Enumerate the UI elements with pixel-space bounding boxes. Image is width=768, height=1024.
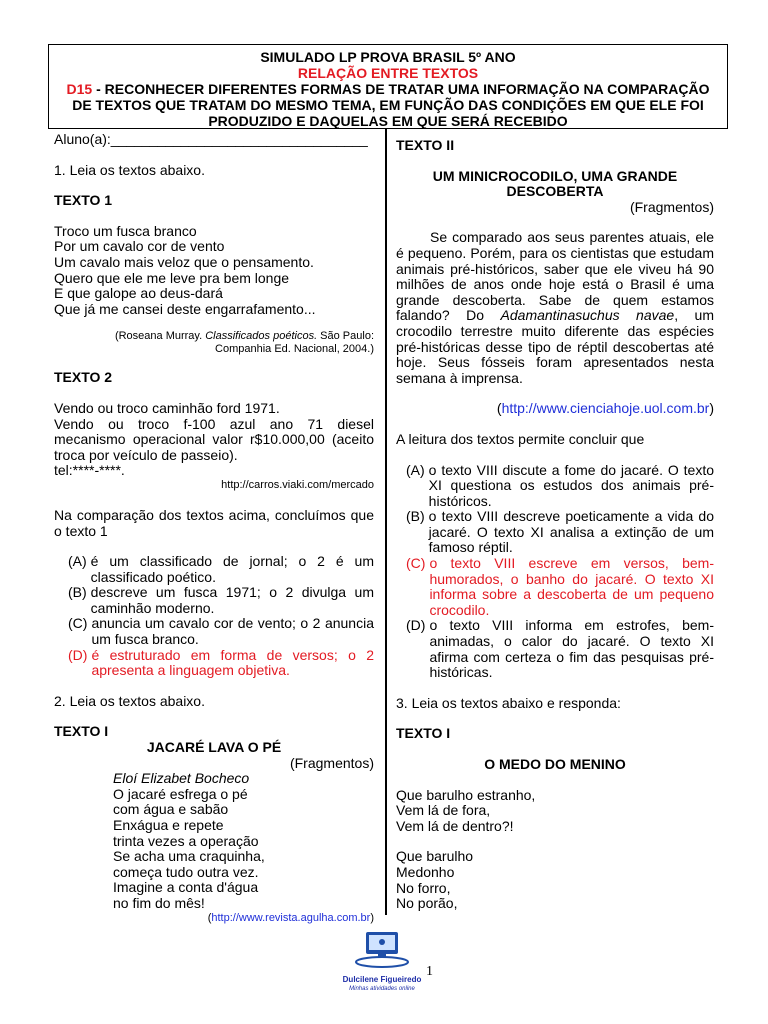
text-2-line-1: Vendo ou troco caminhão ford 1971. [54, 399, 280, 416]
option-label: (D) [68, 646, 88, 663]
text-i-source [54, 912, 374, 925]
option-a[interactable] [68, 554, 374, 585]
text-i-heading: JACARÉ LAVA O PÉ [146, 739, 282, 756]
text-1-title: TEXTO 1 [54, 192, 113, 209]
option-label: (B) [406, 508, 425, 525]
descriptor-text-1: - RECONHECER DIFERENTES FORMAS DE TRATAR UMA INFORMAÇÃO NA COMPARAÇÃO [92, 81, 710, 97]
option-text: o texto VIII escreve em versos, bem-humorados, o banho do jacaré. O texto XI informa sobre a descoberta de um pequeno crocodilo. [429, 555, 714, 618]
poem-line: Imagine a conta d'água [113, 879, 259, 896]
poem-line: começa tudo outra vez. [113, 863, 259, 880]
option-label: (C) [406, 555, 426, 572]
paren-open: ( [496, 400, 502, 417]
option-c[interactable] [68, 616, 374, 647]
option-text: anuncia um cavalo cor de vento; o 2 anuncia um fusca branco. [91, 615, 374, 648]
text-2-body: Vendo ou troco f-100 azul ano 71 diesel mecanismo operacional valor r$10.000,00 (aceito troca por veículo de passeio). [54, 415, 374, 463]
option-d[interactable] [406, 618, 714, 680]
option-d-correct[interactable] [68, 648, 374, 679]
right-column [396, 132, 714, 912]
text-iii-title: TEXTO I [396, 725, 451, 742]
poem-line: Um cavalo mais veloz que o pensamento. [54, 253, 314, 270]
header-descriptor-line-1 [49, 81, 727, 97]
question-2-options [396, 463, 714, 681]
header-descriptor-line-3: PRODUZIDO E DAQUELAS EM QUE SERÁ RECEBIDO [208, 113, 568, 129]
source-city: São Paulo: [317, 330, 374, 343]
question-2-intro: 2. Leia os textos abaixo. [54, 692, 205, 709]
text-iii-heading: O MEDO DO MENINO [484, 756, 626, 772]
logo-name: Dulcilene Figueiredo [342, 975, 422, 984]
poem-line: Por um cavalo cor de vento [54, 238, 225, 255]
text-ii-source-link[interactable]: http://www.cienciahoje.uol.com.br [501, 400, 710, 417]
poem-author: Eloí Elizabet Bocheco [113, 770, 250, 787]
source-book-title: Classificados poéticos. [205, 330, 318, 343]
header-subtitle: RELAÇÃO ENTRE TEXTOS [297, 65, 479, 81]
page-number: 1 [426, 964, 433, 979]
poem-line: Que já me cansei deste engarrafamento... [54, 300, 316, 317]
paragraph-part-1: Se comparado aos seus parentes atuais, ele é pequeno. Porém, para os cientistas que estudam animais pré-históricos, saber que ele viveu há 90 milhões de anos onde hoje está o Brasil é uma grande descoberta. Sabe de quem estamos falando? Do [396, 229, 714, 324]
option-label: (B) [68, 584, 87, 601]
poem-line: no fim do mês! [113, 894, 205, 911]
poem-line: E que galope ao deus-dará [54, 285, 223, 302]
poem-line: Se acha uma craquinha, [113, 848, 265, 865]
question-1-options [54, 554, 374, 679]
option-text: é um classificado de jornal; o 2 é um classificado poético. [90, 553, 374, 585]
text-ii-paragraph [396, 230, 714, 386]
question-1-intro: 1. Leia os textos abaixo. [54, 161, 205, 178]
option-text: o texto VIII informa em estrofes, bem-animadas, o calor do jacaré. O texto XI afirma com certeza o fim das pesquisas pré-históricas. [429, 617, 714, 681]
option-label: (C) [68, 615, 88, 632]
text-ii-heading-1: UM MINICROCODILO, UMA GRANDE [432, 167, 678, 184]
poem-line: Enxágua e repete [113, 817, 224, 833]
option-b[interactable] [406, 509, 714, 556]
paragraph-part-2: , um crocodilo terrestre muito diferente das espécies pré-históricas desse tipo de réptil descobertas até hoje. Seus fósseis foram apresentados nesta semana à imprensa. [396, 307, 714, 386]
poem-line: Que barulho [396, 848, 474, 865]
source-publisher: Companhia Ed. Nacional, 2004.) [215, 343, 374, 356]
text-ii-title: TEXTO II [396, 137, 455, 153]
text-i-fragments: (Fragmentos) [289, 754, 374, 771]
option-text: o texto VIII descreve poeticamente a vida do jacaré. O texto XI analisa a extinção de um famoso réptil. [428, 508, 714, 556]
option-a[interactable] [406, 463, 714, 510]
logo-tagline: Minhas atividades online [349, 986, 415, 992]
poem-line: Que barulho estranho, [396, 786, 536, 803]
text-1-poem [54, 224, 374, 318]
text-iii-poem-stanza-2 [396, 849, 714, 911]
option-label: (A) [68, 553, 87, 570]
text-2-phone: tel:****-****. [54, 462, 125, 479]
column-divider [385, 129, 387, 915]
text-i-title: TEXTO I [54, 723, 109, 740]
option-label: (D) [406, 617, 426, 634]
poem-line: Medonho [396, 863, 455, 880]
poem-line: O jacaré esfrega o pé [113, 785, 248, 802]
author-logo [340, 930, 424, 1000]
question-2-stem: A leitura dos textos permite concluir que [396, 430, 645, 447]
option-text: é estruturado em forma de versos; o 2 apresenta a linguagem objetiva. [91, 646, 374, 679]
header-title: SIMULADO LP PROVA BRASIL 5º ANO [260, 49, 516, 65]
poem-line: Vem lá de fora, [396, 802, 491, 819]
text-1-source [54, 330, 374, 356]
text-ii-source [396, 401, 714, 417]
question-1-stem: Na comparação dos textos acima, concluímos que o texto 1 [54, 506, 374, 539]
header-descriptor-line-2: DE TEXTOS QUE TRATAM DO MESMO TEMA, EM FUNÇÃO DAS CONDIÇÕES EM QUE ELE FOI [72, 97, 704, 113]
left-column [54, 132, 374, 925]
source-author: (Roseana Murray. [114, 330, 206, 343]
text-2-title: TEXTO 2 [54, 369, 113, 386]
text-ii-fragments: (Fragmentos) [629, 198, 714, 215]
text-i-source-link[interactable]: http://www.revista.agulha.com.br [211, 911, 371, 924]
option-c-correct[interactable] [406, 556, 714, 618]
poem-line: Quero que ele me leve pra bem longe [54, 269, 290, 286]
paren-close: ) [370, 911, 374, 924]
text-i-poem [54, 771, 374, 911]
paren-close: ) [709, 400, 714, 417]
paren-open: ( [207, 911, 212, 924]
poem-line: No forro, [396, 879, 451, 896]
student-name-line: Aluno(a):_________________________________ [54, 131, 368, 147]
option-label: (A) [406, 461, 425, 478]
poem-line: No porão, [396, 895, 458, 912]
option-text: descreve um fusca 1971; o 2 divulga um caminhão moderno. [90, 584, 374, 616]
text-ii-heading-2: DESCOBERTA [506, 183, 604, 200]
monitor-icon [340, 930, 424, 972]
question-3-intro: 3. Leia os textos abaixo e responda: [396, 694, 621, 711]
descriptor-code: D15 [66, 81, 93, 97]
poem-line: trinta vezes a operação [113, 832, 259, 849]
option-text: o texto VIII discute a fome do jacaré. O texto XI questiona os estudos dos animais pré-históricos. [428, 461, 714, 509]
poem-line: Troco um fusca branco [54, 222, 197, 239]
poem-line: Vem lá de dentro?! [396, 817, 514, 834]
species-name: Adamantinasuchus navae [500, 307, 675, 324]
text-iii-poem-stanza-1 [396, 788, 714, 835]
option-b[interactable] [68, 585, 374, 616]
header-box [48, 44, 728, 129]
text-2-source: http://carros.viaki.com/mercado [221, 478, 374, 491]
poem-line: com água e sabão [113, 801, 229, 818]
